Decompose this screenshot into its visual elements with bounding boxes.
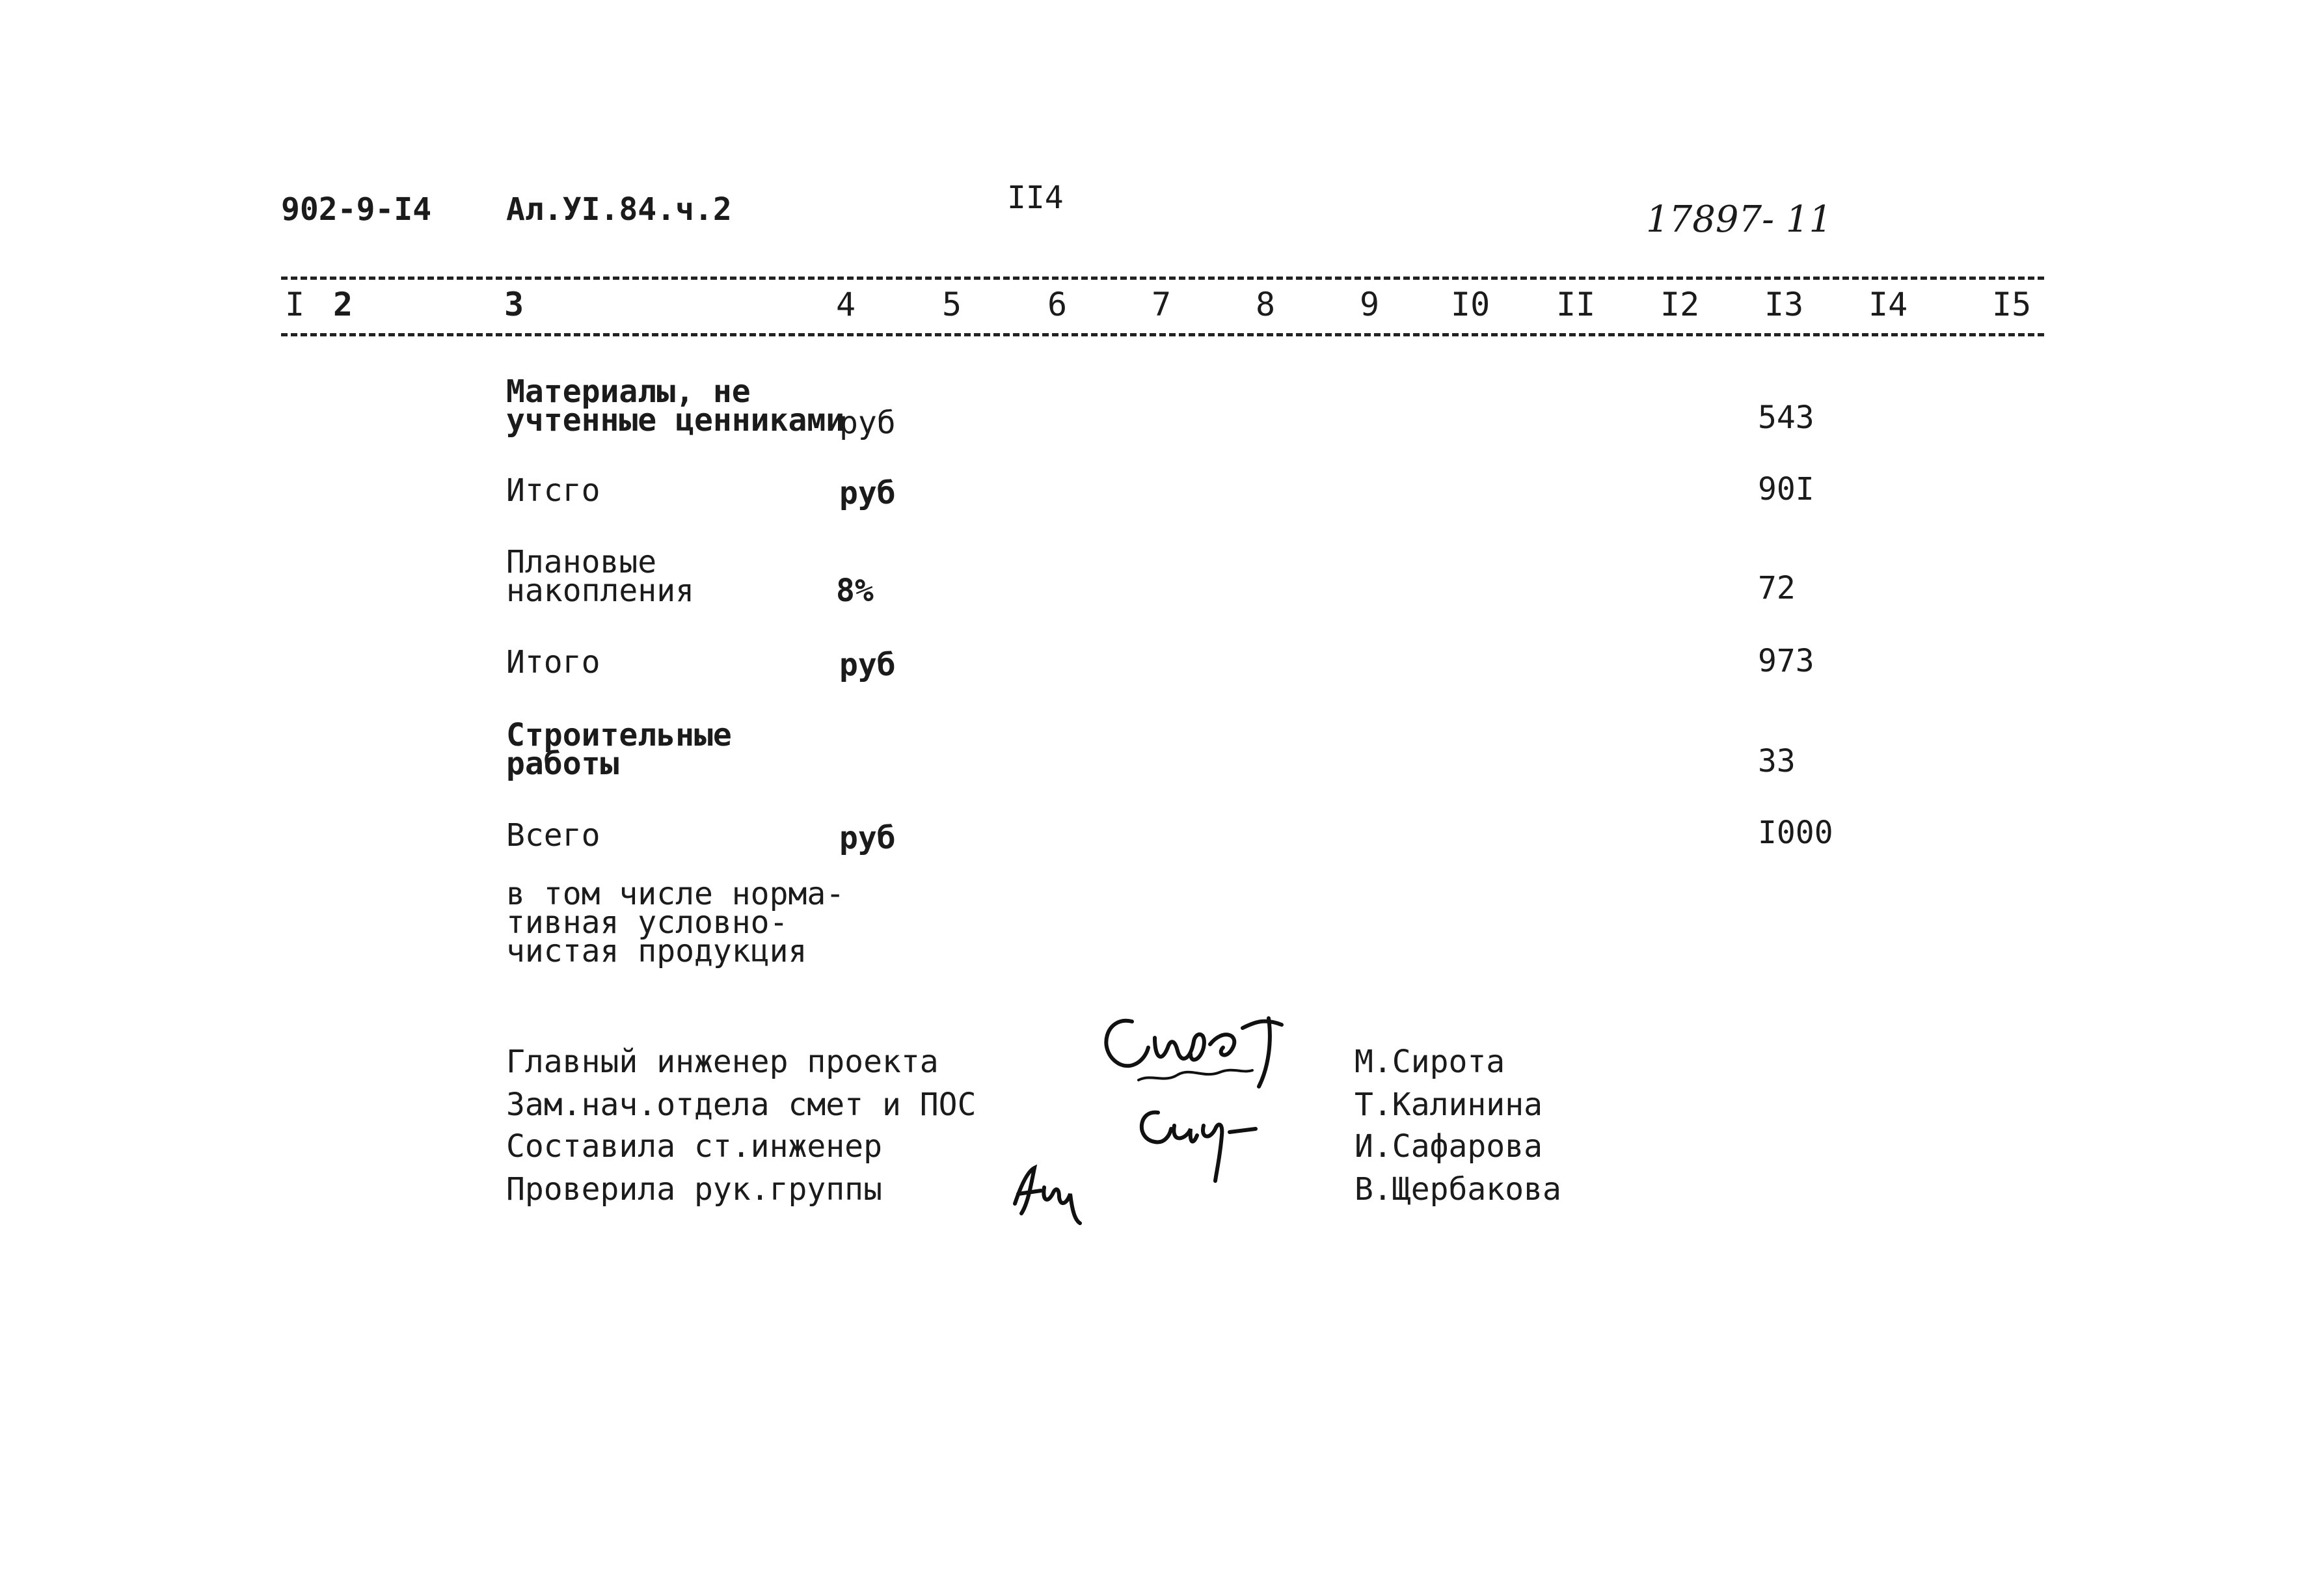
handwritten-signature	[1093, 1002, 1308, 1100]
signature-role: Зам.нач.отдела смет и ПОС	[506, 1087, 977, 1123]
column-header: 8	[1256, 286, 1276, 323]
column-header: 7	[1152, 286, 1172, 323]
column-header: I3	[1764, 286, 1804, 323]
row-name: Итого	[506, 644, 600, 681]
column-header: 4	[836, 286, 856, 323]
row-unit: руб	[839, 405, 896, 441]
document-code: 902-9-I4	[281, 191, 432, 228]
header-bottom-rule	[281, 333, 2044, 336]
inventory-number: 17897- 11	[1646, 198, 1833, 241]
column-header: II	[1556, 286, 1596, 323]
column-header: I5	[1992, 286, 2032, 323]
column-header: 3	[504, 286, 524, 323]
column-header: I2	[1660, 286, 1700, 323]
signature-role: Проверила рук.группы	[506, 1171, 882, 1208]
column-header: I4	[1868, 286, 1908, 323]
row-name: Строительные работы	[506, 717, 732, 782]
signature-name: И.Сафарова	[1355, 1128, 1543, 1165]
signature-role: Главный инженер проекта	[506, 1044, 939, 1080]
column-header: 2	[333, 286, 353, 323]
signature-role: Составила ст.инженер	[506, 1128, 882, 1165]
row-name: Итсго	[506, 472, 600, 509]
handwritten-signature	[1002, 1158, 1106, 1230]
row-name: Материалы, не учтенные ценниками	[506, 373, 845, 439]
row-value: 90I	[1758, 471, 1814, 507]
row-name: Плановые накопления	[506, 544, 694, 609]
column-header: 5	[942, 286, 962, 323]
row-name: Всего	[506, 817, 600, 854]
row-unit: руб	[839, 475, 896, 511]
signature-name: М.Сирота	[1355, 1044, 1505, 1080]
row-value: 72	[1758, 570, 1796, 606]
row-unit: руб	[839, 820, 896, 856]
row-name: в том числе норма- тивная условно- чистая продукция	[506, 876, 845, 969]
column-header: I	[285, 286, 305, 323]
row-value: 973	[1758, 643, 1814, 679]
header-top-rule	[281, 277, 2044, 280]
column-header: 9	[1360, 286, 1380, 323]
column-header: I0	[1451, 286, 1490, 323]
signature-name: В.Щербакова	[1355, 1171, 1561, 1208]
row-value: 543	[1758, 399, 1814, 436]
row-value: 33	[1758, 743, 1796, 779]
row-unit: 8%	[836, 573, 874, 609]
signature-name: Т.Калинина	[1355, 1087, 1543, 1123]
row-value: I000	[1758, 815, 1833, 851]
row-unit: руб	[839, 647, 896, 683]
album-reference: Ал.УI.84.ч.2	[506, 191, 732, 228]
handwritten-signature	[1132, 1100, 1275, 1184]
page-number: II4	[1007, 180, 1064, 216]
column-header: 6	[1047, 286, 1068, 323]
